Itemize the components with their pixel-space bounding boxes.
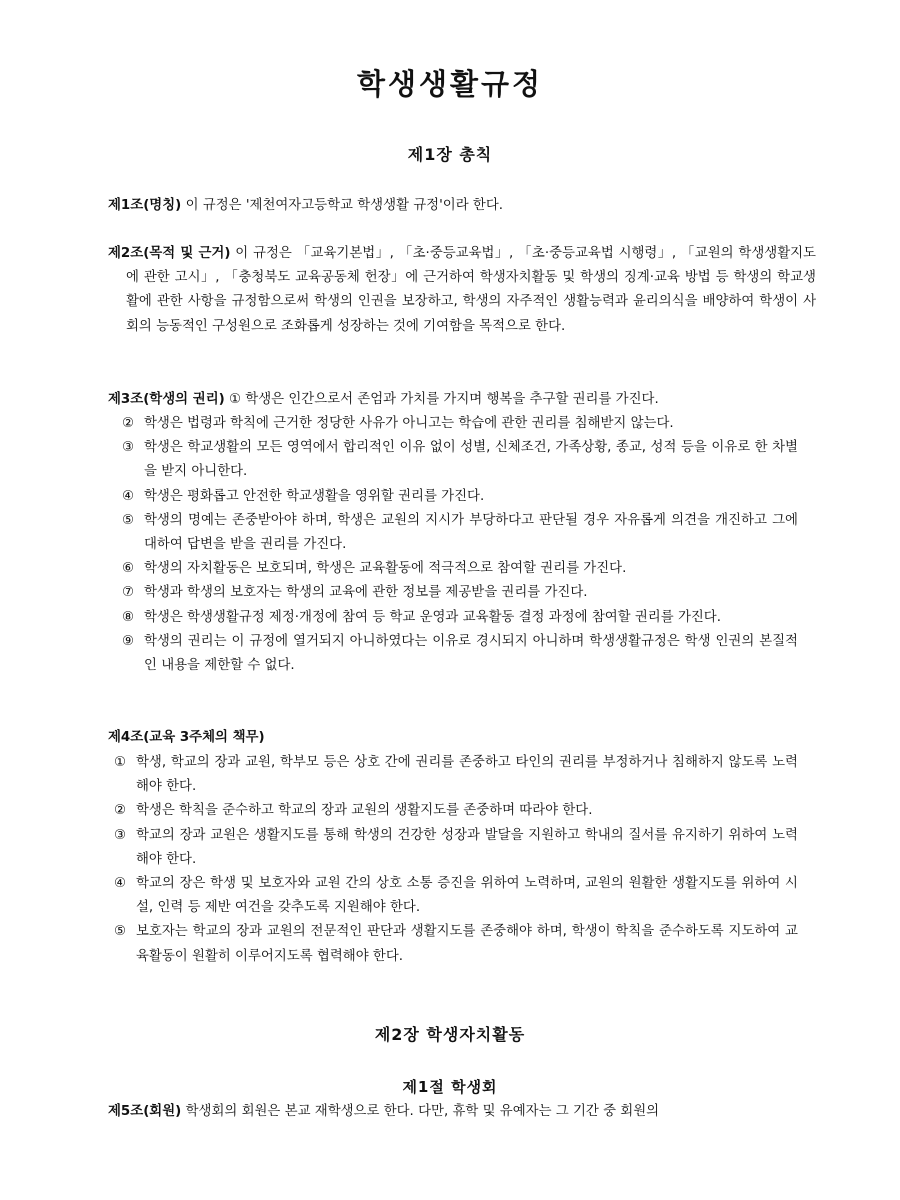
- list-item: [122, 485, 798, 509]
- article-2-title: 제2조(목적 및 근거): [108, 246, 231, 261]
- clause-number: ⑦: [122, 585, 135, 601]
- clause-number: ③: [114, 827, 127, 843]
- chapter-2-heading: 제2장 학생자치활동: [374, 1025, 526, 1044]
- clause-number: ⑧: [122, 609, 135, 625]
- article-5-body: 학생회의 회원은 본교 재학생으로 한다. 다만, 휴학 및 유예자는 그 기간 중 회원의: [181, 1104, 660, 1119]
- list-item: [122, 436, 798, 484]
- clause-text: 학생, 학교의 장과 교원, 학부모 등은 상호 간에 권리를 존중하고 타인의 권리를 부정하거나 침해하지 않도록 노력해야 한다.: [136, 755, 798, 795]
- clause-text: 학생은 학교생활의 모든 영역에서 합리적인 이유 없이 성별, 신체조건, 가족상황, 종교, 성적 등을 이유로 한 차별을 받지 아니한다.: [144, 440, 798, 480]
- clause-text: 학생은 법령과 학칙에 근거한 정당한 사유가 아니고는 학습에 관한 권리를 침해받지 않는다.: [144, 416, 674, 431]
- clause-number: ⑨: [122, 633, 135, 649]
- list-item: [122, 509, 798, 557]
- article-5: [108, 1100, 798, 1124]
- article-3: [108, 388, 798, 412]
- article-4-heading: [108, 726, 798, 750]
- list-item: [114, 799, 798, 823]
- clause-text: 학교의 장은 학생 및 보호자와 교원 간의 상호 소통 증진을 위하여 노력하며, 교원의 원활한 생활지도를 위하여 시설, 인력 등 제반 여건을 갖추도록 지원해야 한다.: [136, 876, 798, 916]
- clause-text: 학생의 명예는 존중받아야 하며, 학생은 교원의 지시가 부당하다고 판단될 경우 자유롭게 의견을 개진하고 그에 대하여 답변을 받을 권리를 가진다.: [144, 512, 798, 553]
- list-item: [122, 557, 798, 581]
- clause-number: ③: [122, 440, 135, 456]
- list-item: [114, 751, 798, 799]
- clause-number: ④: [122, 488, 135, 504]
- clause-number: ①: [114, 755, 127, 770]
- clause-number: ②: [114, 803, 127, 819]
- article-2-body: 이 규정은 「교육기본법」, 「초·중등교육법」, 「초·중등교육법 시행령」, 「교원의 학생생활지도에 관한 고시」, 「충청북도 교육공동체 헌장」에 근거하여 학생자치활동 및 학생의 징계·교육 방법 등 학생의 학교생활에 관한 사항을 규정함으로써 학생의 인권을 보장하고, 학생의 자주적인 생활능력과 윤리의식을 배양하여 학생이 사회의 능동적인 구성원으로 조화롭게 성장하는 것에 기여함을 목적으로 한다.: [126, 246, 816, 334]
- article-3-title: 제3조(학생의 권리): [108, 392, 225, 407]
- list-item: [114, 920, 798, 968]
- clause-text: 학생은 평화롭고 안전한 학교생활을 영위할 권리를 가진다.: [144, 488, 485, 504]
- clause-text: 학생의 권리는 이 규정에 열거되지 아니하였다는 이유로 경시되지 아니하며 학생생활규정은 학생 인권의 본질적인 내용을 제한할 수 없다.: [144, 633, 798, 674]
- clause-number: ⑤: [114, 924, 127, 940]
- article-2: [108, 242, 816, 339]
- list-item: [114, 824, 798, 872]
- clause-text: 보호자는 학교의 장과 교원의 전문적인 판단과 생활지도를 존중해야 하며, 학생이 학칙을 준수하도록 지도하여 교육활동이 원활히 이루어지도록 협력해야 한다.: [136, 924, 798, 964]
- clause-number: ②: [122, 416, 135, 431]
- clause-text: 학생과 학생의 보호자는 학생의 교육에 관한 정보를 제공받을 권리를 가진다.: [144, 585, 588, 601]
- article-4-clauses: [114, 751, 798, 969]
- list-item: [122, 630, 798, 678]
- clause-text: 학생은 학생생활규정 제정·개정에 참여 등 학교 운영과 교육활동 결정 과정에 참여할 권리를 가진다.: [144, 609, 722, 625]
- clause-text: 학생의 자치활동은 보호되며, 학생은 교육활동에 적극적으로 참여할 권리를 가진다.: [144, 561, 627, 577]
- clause-number: ⑥: [122, 561, 135, 577]
- list-item: [122, 412, 798, 436]
- clause-text: 학생은 학칙을 준수하고 학교의 장과 교원의 생활지도를 존중하며 따라야 한다.: [136, 803, 593, 819]
- article-3-clauses: [122, 412, 798, 678]
- article-1-title: 제1조(명칭): [108, 198, 182, 213]
- article-3-clause-1: ① 학생은 인간으로서 존엄과 가치를 가지며 행복을 추구할 권리를 가진다.: [224, 392, 659, 407]
- article-1-body: 이 규정은 '제천여자고등학교 학생생활 규정'이라 한다.: [181, 198, 504, 213]
- list-item: [114, 872, 798, 920]
- chapter-1-heading: 제1장 총칙: [407, 145, 493, 164]
- document-title: 학생생활규정: [356, 67, 544, 101]
- list-item: [122, 606, 798, 630]
- article-4-title: 제4조(교육 3주체의 책무): [108, 730, 265, 745]
- article-1: [108, 194, 798, 218]
- clause-number: ④: [114, 876, 127, 892]
- clause-text: 학교의 장과 교원은 생활지도를 통해 학생의 건강한 성장과 발달을 지원하고 학내의 질서를 유지하기 위하여 노력해야 한다.: [136, 827, 798, 867]
- list-item: [122, 581, 798, 605]
- clause-number: ⑤: [122, 512, 135, 528]
- section-1-heading: 제1절 학생회: [402, 1078, 498, 1096]
- article-5-title: 제5조(회원): [108, 1104, 182, 1119]
